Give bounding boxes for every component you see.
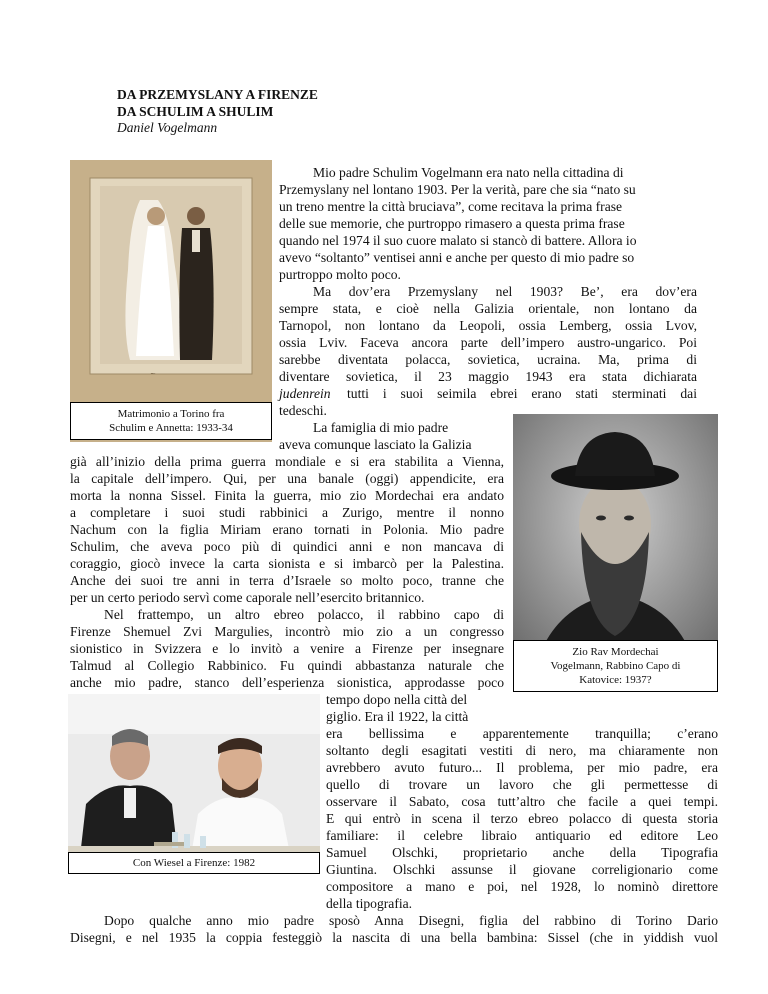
text-line: avrebbero avuto futuro... Il problema, per mio padre, era: [326, 760, 718, 775]
text-line: anche mio padre, stanco dell’esperienza sionistica, approdasse poco: [70, 675, 504, 690]
text-line: Przemyslany nel lontano 1903. Per la verità, pare che sia “nato su: [279, 182, 636, 197]
text-line: familiare: il celebre libraio antiquario ed editore Leo: [326, 828, 718, 843]
text-line: diventare sovietica, il 23 maggio 1943 era stata dichiarata: [279, 369, 697, 384]
text-line: per un certo periodo servì come caporale nell’esercito britannico.: [70, 590, 425, 605]
text-line: morta la nonna Sissel. Finita la guerra, mio zio Mordechai era andato: [70, 488, 504, 503]
text-line: Firenze Shemuel Zvi Margulies, incontrò mio zio a un congresso: [70, 624, 504, 639]
text-line: Dopo qualche anno mio padre sposò Anna Disegni, figlia del rabbino di Torino Dario: [104, 913, 718, 928]
text-line: sempre stata, e cioè nella Galizia orientale, non lontano da: [279, 301, 697, 316]
caption-line: Katovice: 1937?: [579, 674, 652, 686]
text-line: E qui entrò in scena il terzo ebreo polacco di questa storia: [326, 811, 718, 826]
text-line: a completare i suoi studi rabbinici a Zurigo, mentre il nonno: [70, 505, 504, 520]
text-line: compositore a mano e poi, nel 1928, lo nominò direttore: [326, 879, 718, 894]
caption-line: Schulim e Annetta: 1933-34: [109, 422, 233, 434]
caption-line: Matrimonio a Torino fra: [117, 408, 225, 420]
text-line: un treno mentre la città bruciava”, come recitava la prima frase: [279, 199, 623, 214]
text-line: Disegni, e nel 1935 la coppia festeggiò la nascita di una bella bambina: Sissel (che in yiddish vuol: [70, 930, 718, 945]
text-line: la capitale dell’impero. Qui, per una banale (oggi) appendicite, era: [70, 471, 504, 486]
caption-line: Zio Rav Mordechai: [572, 646, 659, 658]
rav-caption: [513, 640, 718, 692]
text-line: Giuntina. Olschki assunse il giovane correligionario come: [326, 862, 718, 877]
text-line: Mio padre Schulim Vogelmann era nato nella cittadina di: [313, 165, 624, 180]
wiesel-caption: [68, 852, 320, 874]
text-line: Talmud al Collegio Rabbinico. Fu quindi abbastanza naturale che: [70, 658, 504, 673]
text-line: soltanto degli esagitati vestiti di nero, ma chiaramente non: [326, 743, 718, 758]
author: Daniel Vogelmann: [117, 120, 218, 135]
svg-text:~: ~: [150, 370, 156, 378]
caption-line: Vogelmann, Rabbino Capo di: [550, 660, 681, 672]
text-line: Ma dov’era Przemyslany nel 1903? Be’, era dov’era: [313, 284, 697, 299]
text-line: tutti i suoi seimila ebrei erano stati sterminati dai: [347, 386, 697, 401]
text-line: quando nel 1974 il suo cuore malato si stancò di battere. Allora io: [279, 233, 637, 248]
text-line: della tipografia.: [326, 896, 413, 911]
text-line: ossia Lviv. Faceva ancora parte dell’impero austro-ungarico. Poi: [279, 335, 697, 350]
text-line: quello di trovare un lavoro che gli permettesse di: [326, 777, 718, 792]
text-line: Nel frattempo, un altro ebreo polacco, il rabbino capo di: [104, 607, 504, 622]
text-line: Tarnopol, non lontano da Leopoli, ossia Lemberg, ossia Lvov,: [279, 318, 697, 333]
title-line-1: DA PRZEMYSLANY A FIRENZE: [117, 87, 318, 102]
caption-line: Con Wiesel a Firenze: 1982: [132, 857, 256, 869]
text-line: già all’inizio della prima guerra mondiale e si era stabilita a Vienna,: [70, 454, 504, 469]
rav-portrait-photo: [513, 414, 718, 672]
text-line: Samuel Olschki, proprietario anche della Tipografia: [326, 845, 718, 860]
text-line: tedeschi.: [279, 403, 327, 418]
text-line: coraggio, giocò invece la carta sionista e si imbarcò per la Palestina.: [70, 556, 504, 571]
title-line-2: DA SCHULIM A SHULIM: [117, 104, 274, 119]
text-line: purtroppo molto poco.: [279, 267, 401, 282]
text-line: aveva comunque lasciato la Galizia: [279, 437, 472, 452]
text-line: era bellissima e apparentemente tranquilla; c’erano: [326, 726, 718, 741]
wedding-photo: [70, 160, 272, 442]
text-line: tempo dopo nella città del: [326, 692, 468, 707]
text-line: avevo “soltanto” ventisei anni e anche per questo di mio padre so: [279, 250, 635, 265]
text-line: Anche dei suoi tre anni in terra d’Israele so molto poco, tranne che: [70, 573, 504, 588]
text-line: La famiglia di mio padre: [313, 420, 449, 435]
wiesel-photo: [68, 694, 320, 874]
text-line: delle sue memorie, che purtroppo rimasero a questa prima frase: [279, 216, 625, 231]
text-italic: judenrein: [279, 386, 331, 401]
text-line: sarebbe diventata polacca, sovietica, ucraina. Ma, prima di: [279, 352, 697, 367]
text-line: osservare il Sabato, cosa tutt’altro che facile a quei tempi.: [326, 794, 718, 809]
text-line: sionistico in Svizzera e lo invitò a venire a Firenze per insegnare: [70, 641, 504, 656]
text-line: Nachum con la figlia Miriam erano tornati in Polonia. Mio padre: [70, 522, 504, 537]
text-line: giglio. Era il 1922, la città: [326, 709, 469, 724]
wedding-caption: [70, 402, 272, 440]
text-line: Schulim, che aveva poco più di quindici anni e non mancava di: [70, 539, 504, 554]
